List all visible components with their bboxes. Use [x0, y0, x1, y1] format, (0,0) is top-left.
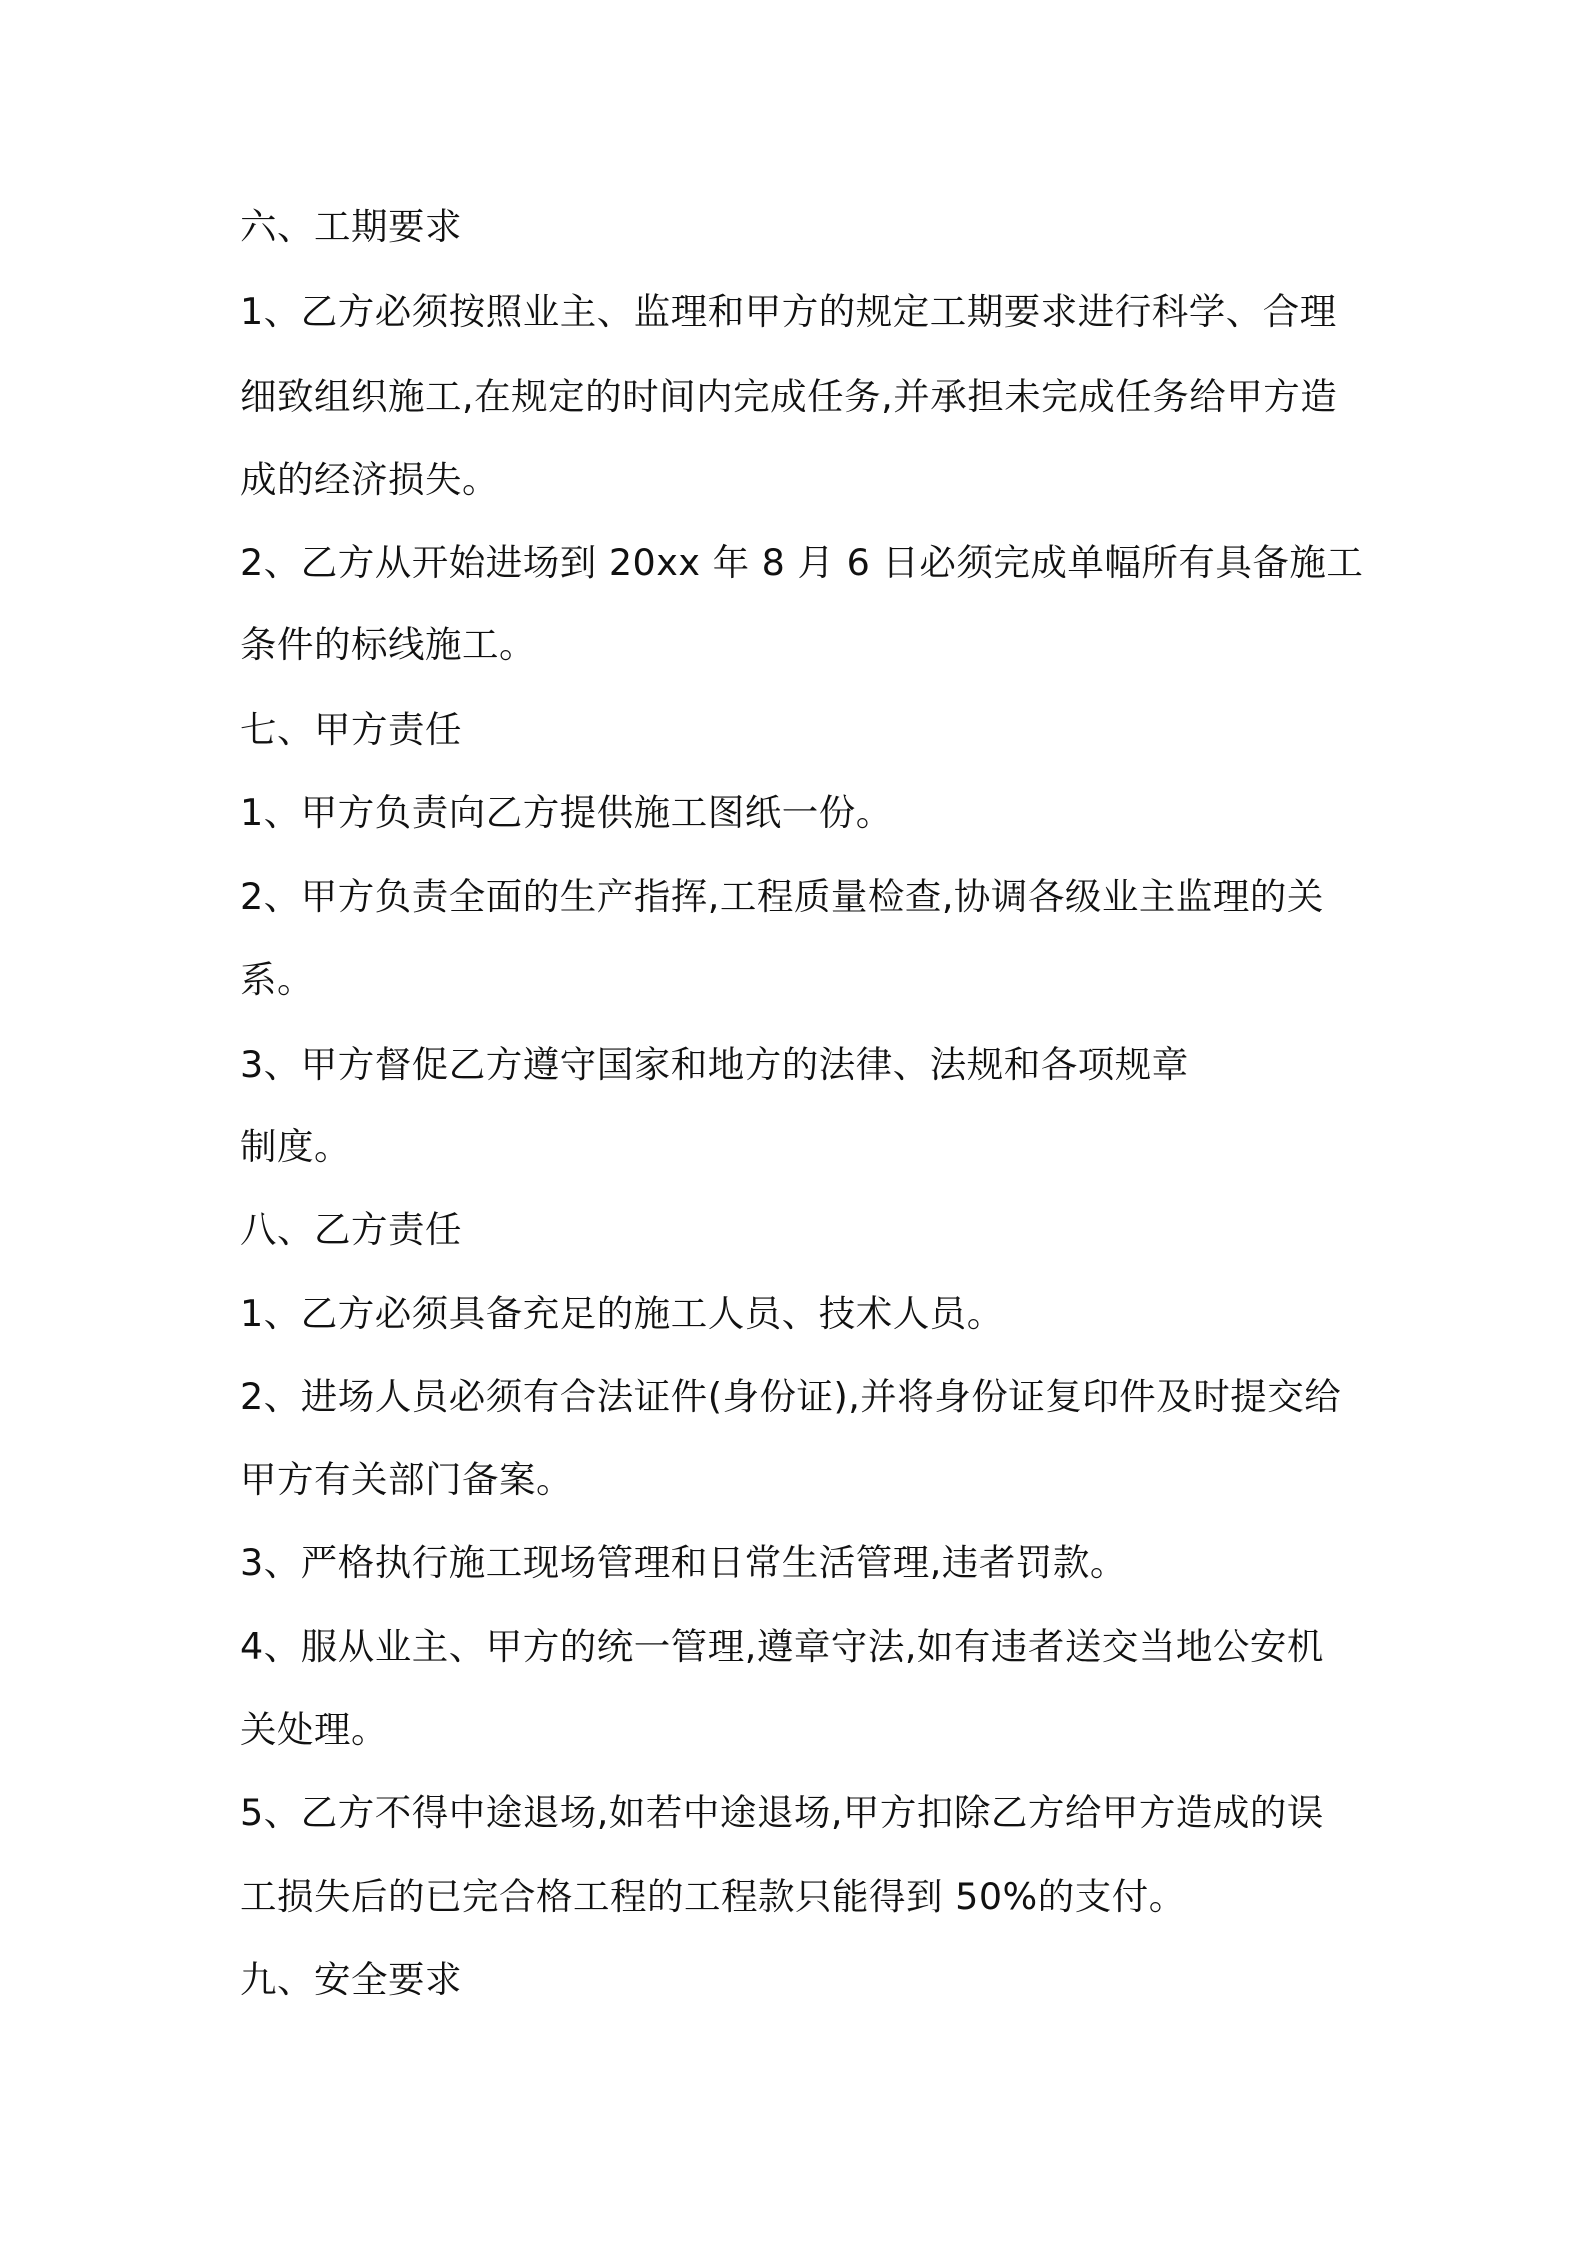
- paragraph-line: 关处理。: [240, 1708, 388, 1751]
- paragraph-line: 1、乙方必须具备充足的施工人员、技术人员。: [240, 1292, 1004, 1335]
- paragraph-line: 4、服从业主、甲方的统一管理,遵章守法,如有违者送交当地公安机: [240, 1625, 1324, 1668]
- paragraph-line: 系。: [240, 958, 314, 1001]
- paragraph-line: 2、进场人员必须有合法证件(身份证),并将身份证复印件及时提交给: [240, 1375, 1342, 1418]
- section-heading-party-a: 七、甲方责任: [240, 708, 462, 751]
- paragraph-line: 3、严格执行施工现场管理和日常生活管理,违者罚款。: [240, 1541, 1127, 1584]
- paragraph-line: 条件的标线施工。: [240, 623, 536, 666]
- paragraph-line: 2、甲方负责全面的生产指挥,工程质量检查,协调各级业主监理的关: [240, 875, 1324, 918]
- paragraph-line: 制度。: [240, 1125, 351, 1168]
- section-heading-party-b: 八、乙方责任: [240, 1208, 462, 1251]
- paragraph-line: 成的经济损失。: [240, 458, 499, 501]
- paragraph-line: 1、乙方必须按照业主、监理和甲方的规定工期要求进行科学、合理: [240, 290, 1337, 333]
- paragraph-line: 细致组织施工,在规定的时间内完成任务,并承担未完成任务给甲方造: [240, 375, 1338, 418]
- paragraph-line: 工损失后的已完合格工程的工程款只能得到 50%的支付。: [240, 1875, 1186, 1918]
- paragraph-line: 3、甲方督促乙方遵守国家和地方的法律、法规和各项规章: [240, 1043, 1189, 1086]
- section-heading-safety: 九、安全要求: [240, 1958, 462, 2001]
- paragraph-line: 2、乙方从开始进场到 20xx 年 8 月 6 日必须完成单幅所有具备施工: [240, 541, 1364, 584]
- section-heading-schedule: 六、工期要求: [240, 205, 462, 248]
- paragraph-line: 1、甲方负责向乙方提供施工图纸一份。: [240, 791, 893, 834]
- paragraph-line: 5、乙方不得中途退场,如若中途退场,甲方扣除乙方给甲方造成的误: [240, 1791, 1324, 1834]
- paragraph-line: 甲方有关部门备案。: [240, 1458, 573, 1501]
